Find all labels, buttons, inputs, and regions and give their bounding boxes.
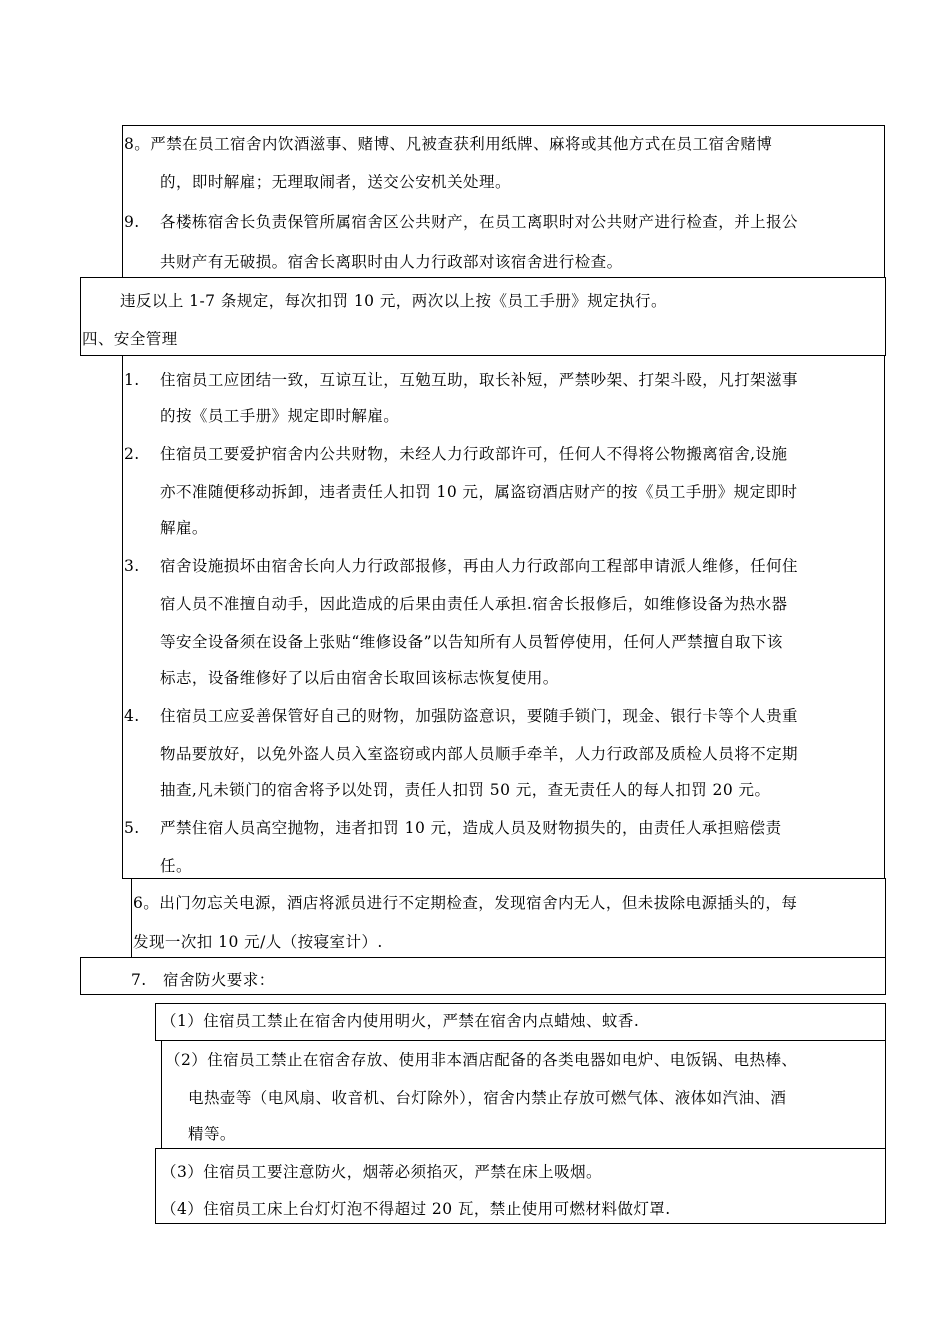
- penalty-box: [80, 277, 886, 356]
- fire-rule-2-line-1: （2）住宿员工禁止在宿舍存放、使用非本酒店配备的各类电器如电炉、电饭锅、电热棒、: [165, 1051, 798, 1069]
- item-6-line-2: 发现一次扣 10 元/人（按寝室计）.: [133, 933, 383, 951]
- safety-rules-box: [122, 355, 885, 879]
- item-9-number: 9.: [124, 213, 140, 231]
- safety-item-5-number: 5.: [124, 819, 140, 837]
- item-9-line-1: 各楼栋宿舍长负责保管所属宿舍区公共财产，在员工离职时对公共财产进行检查，并上报公: [160, 213, 799, 231]
- safety-item-4-line-1: 住宿员工应妥善保管好自己的财物，加强防盗意识，要随手锁门，现金、银行卡等个人贵重: [160, 707, 799, 725]
- safety-item-4-line-2: 物品要放好，以免外盗人员入室盗窃或内部人员顺手牵羊，人力行政部及质检人员将不定期: [160, 745, 799, 763]
- item-8-line-1: [124, 134, 772, 154]
- fire-rule-2-line-3: 精等。: [188, 1125, 236, 1143]
- safety-item-4-line-3: 抽查,凡未锁门的宿舍将予以处罚，责任人扣罚 50 元，查无责任人的每人扣罚 20 元。: [160, 781, 771, 799]
- safety-item-5-line-2: 任。: [160, 857, 192, 875]
- safety-item-3-number: 3.: [124, 557, 140, 575]
- safety-item-5-line-1: 严禁住宿人员高空抛物，违者扣罚 10 元，造成人员及财物损失的，由责任人承担赔偿责: [160, 819, 782, 837]
- item-8-number: 8。: [124, 135, 151, 153]
- safety-item-1-line-2: 的按《员工手册》规定即时解雇。: [160, 407, 400, 425]
- safety-item-2-number: 2.: [124, 445, 140, 463]
- safety-item-4-number: 4.: [124, 707, 140, 725]
- fire-rule-2-line-2: 电热壶等（电风扇、收音机、台灯除外），宿舍内禁止存放可燃气体、液体如汽油、酒: [188, 1089, 787, 1107]
- safety-item-2-line-1: 住宿员工要爱护宿舍内公共财物，未经人力行政部许可，任何人不得将公物搬离宿舍,设施: [160, 445, 788, 463]
- safety-item-3-line-4: 标志，设备维修好了以后由宿舍长取回该标志恢复使用。: [160, 669, 559, 687]
- section-title: 四、安全管理: [82, 330, 178, 348]
- fire-rule-1: （1）住宿员工禁止在宿舍内使用明火，严禁在宿舍内点蜡烛、蚊香.: [161, 1012, 640, 1030]
- item-7-number: 7.: [131, 971, 147, 989]
- safety-item-2-line-3: 解雇。: [160, 519, 208, 537]
- fire-rule-4: （4）住宿员工床上台灯灯泡不得超过 20 瓦，禁止使用可燃材料做灯罩.: [161, 1200, 671, 1218]
- penalty-note: 违反以上 1-7 条规定，每次扣罚 10 元，两次以上按《员工手册》规定执行。: [120, 292, 667, 310]
- safety-item-2-line-2: 亦不准随便移动拆卸，违者责任人扣罚 10 元，属盗窃酒店财产的按《员工手册》规定即时: [160, 483, 798, 501]
- item-8-line-2: 的，即时解雇；无理取闹者，送交公安机关处理。: [160, 173, 511, 191]
- fire-rule-3: （3）住宿员工要注意防火，烟蒂必须掐灭，严禁在床上吸烟。: [161, 1163, 602, 1181]
- item-8-text: 严禁在员工宿舍内饮酒滋事、赌博、凡被查获利用纸牌、麻将或其他方式在员工宿舍赌博: [150, 135, 773, 153]
- item-7-title: 宿舍防火要求：: [163, 971, 275, 989]
- safety-item-1-line-1: 住宿员工应团结一致，互谅互让，互勉互助，取长补短，严禁吵架、打架斗殴，凡打架滋事: [160, 371, 799, 389]
- safety-item-3-line-2: 宿人员不准擅自动手，因此造成的后果由责任人承担.宿舍长报修后，如维修设备为热水器: [160, 595, 788, 613]
- safety-item-3-line-3: 等安全设备须在设备上张贴“维修设备”以告知所有人员暂停使用，任何人严禁擅自取下该: [160, 633, 783, 651]
- safety-item-1-number: 1.: [124, 371, 140, 389]
- safety-item-3-line-1: 宿舍设施损坏由宿舍长向人力行政部报修，再由人力行政部向工程部申请派人维修，任何住: [160, 557, 799, 575]
- item-9-line-2: 共财产有无破损。宿舍长离职时由人力行政部对该宿舍进行检查。: [160, 253, 623, 271]
- item-6-line-1: 6。出门勿忘关电源，酒店将派员进行不定期检查，发现宿舍内无人，但未拔除电源插头的，每: [133, 894, 798, 912]
